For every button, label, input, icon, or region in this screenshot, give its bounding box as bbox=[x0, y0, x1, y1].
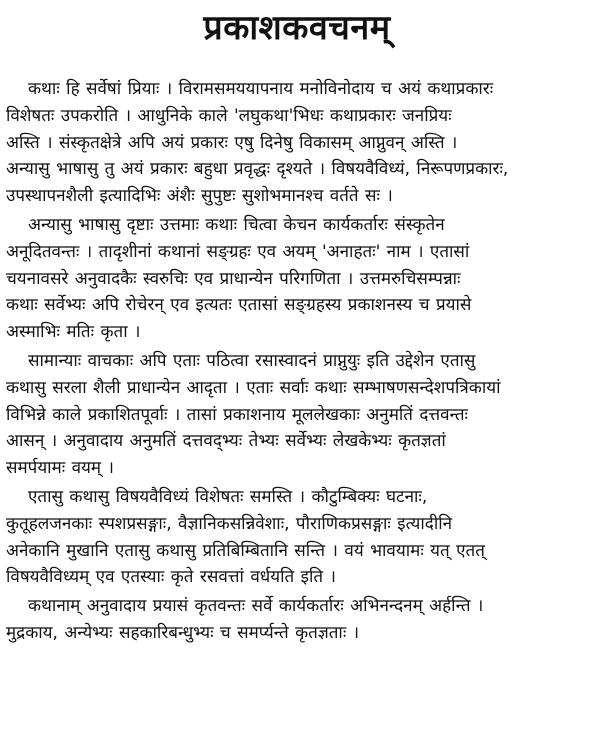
text-line: अस्ति । संस्कृतक्षेत्रे अपि अयं प्रकारः एषु दिनेषु विकासम् आप्नुवन् अस्ति । bbox=[6, 132, 458, 153]
text-line: अस्माभिः मतिः कृता । bbox=[6, 322, 141, 343]
text-line: कथानाम् अनुवादाय प्रयासं कृतवन्तः सर्वे कार्यकर्तारः अभिनन्दनम् अर्हन्ति । bbox=[28, 596, 484, 617]
text-line: आसन् । अनुवादाय अनुमतिं दत्तवद्भ्यः तेभ्यः सर्वेभ्यः लेखकेभ्यः कृतज्ञतां bbox=[6, 431, 446, 452]
text-line: सामान्याः वाचकाः अपि एताः पठित्वा रसास्वादनं प्राप्नुयुः इति उद्देशेन एतासु bbox=[28, 350, 476, 371]
text-line: अन्यासु भाषासु तु अयं प्रकारः बहुधा प्रवृद्धः दृश्यते । विषयवैविध्यं, निरूपणप्रकारः, bbox=[6, 159, 509, 180]
text-line: अनूदितवन्तः । तादृशीनां कथानां सङ्ग्रहः एव अयम् 'अनाहतः' नाम । एतासां bbox=[6, 241, 470, 262]
paragraph-1 bbox=[6, 76, 588, 210]
text-line: कथासु सरला शैली प्राधान्येन आदृता । एताः सर्वाः कथाः सम्भाषणसन्देशपत्रिकायां bbox=[6, 377, 501, 398]
text-line: समर्पयामः वयम् । bbox=[6, 458, 114, 479]
text-line: उपस्थापनशैली इत्यादिभिः अंशैः सुपुष्टः सुशोभमानश्च वर्तते सः । bbox=[6, 186, 393, 207]
text-line: चयनावसरे अनुवादकैः स्वरुचिः एव प्राधान्येन परिगणिता । उत्तमरुचिसम्पन्नाः bbox=[6, 268, 461, 289]
text-line: अन्यासु भाषासु दृष्टाः उत्तमाः कथाः चित्वा केचन कार्यकर्तारः संस्कृतेन bbox=[28, 214, 445, 235]
text-line: मुद्रकाय, अन्येभ्यः सहकारिबन्धुभ्यः च समर्प्यन्ते कृतज्ञताः । bbox=[6, 622, 360, 643]
paragraph-4 bbox=[6, 484, 588, 591]
text-line: अनेकानि मुखानि एतासु कथासु प्रतिबिम्बितानि सन्ति । वयं भावयामः यत् एतत् bbox=[6, 540, 485, 561]
paragraph-5 bbox=[6, 593, 588, 647]
text-line: कथाः हि सर्वेषां प्रियाः । विरामसमययापनाय मनोविनोदाय च अयं कथाप्रकारः bbox=[28, 79, 494, 99]
preface-body bbox=[6, 76, 588, 647]
text-line: कुतूहलजनकाः स्पशप्रसङ्गाः, वैज्ञानिकसन्निवेशाः, पौराणिकप्रसङ्गाः इत्यादीनि bbox=[6, 513, 453, 534]
text-line: कथाः सर्वेभ्यः अपि रोचेरन् एव इत्यतः एतासां सङ्ग्रहस्य प्रकाशनस्य च प्रयासे bbox=[6, 295, 472, 316]
text-line: विशेषतः उपकरोति । आधुनिके काले 'लघुकथा'भिधः कथाप्रकारः जनप्रियः bbox=[6, 105, 452, 126]
paragraph-2 bbox=[6, 212, 588, 346]
text-line: एतासु कथासु विषयवैविध्यं विशेषतः समस्ति । कौटुम्बिक्यः घटनाः, bbox=[28, 486, 428, 507]
text-line: विभिन्ने काले प्रकाशितपूर्वाः । तासां प्रकाशनाय मूललेखकाः अनुमतिं दत्तवन्तः bbox=[6, 404, 468, 425]
page-title: प्रकाशकवचनम् bbox=[203, 8, 391, 48]
paragraph-3 bbox=[6, 348, 588, 482]
text-line: विषयवैविध्यम् एव एतस्याः कृते रसवत्तां वर्धयति इति । bbox=[6, 567, 336, 588]
